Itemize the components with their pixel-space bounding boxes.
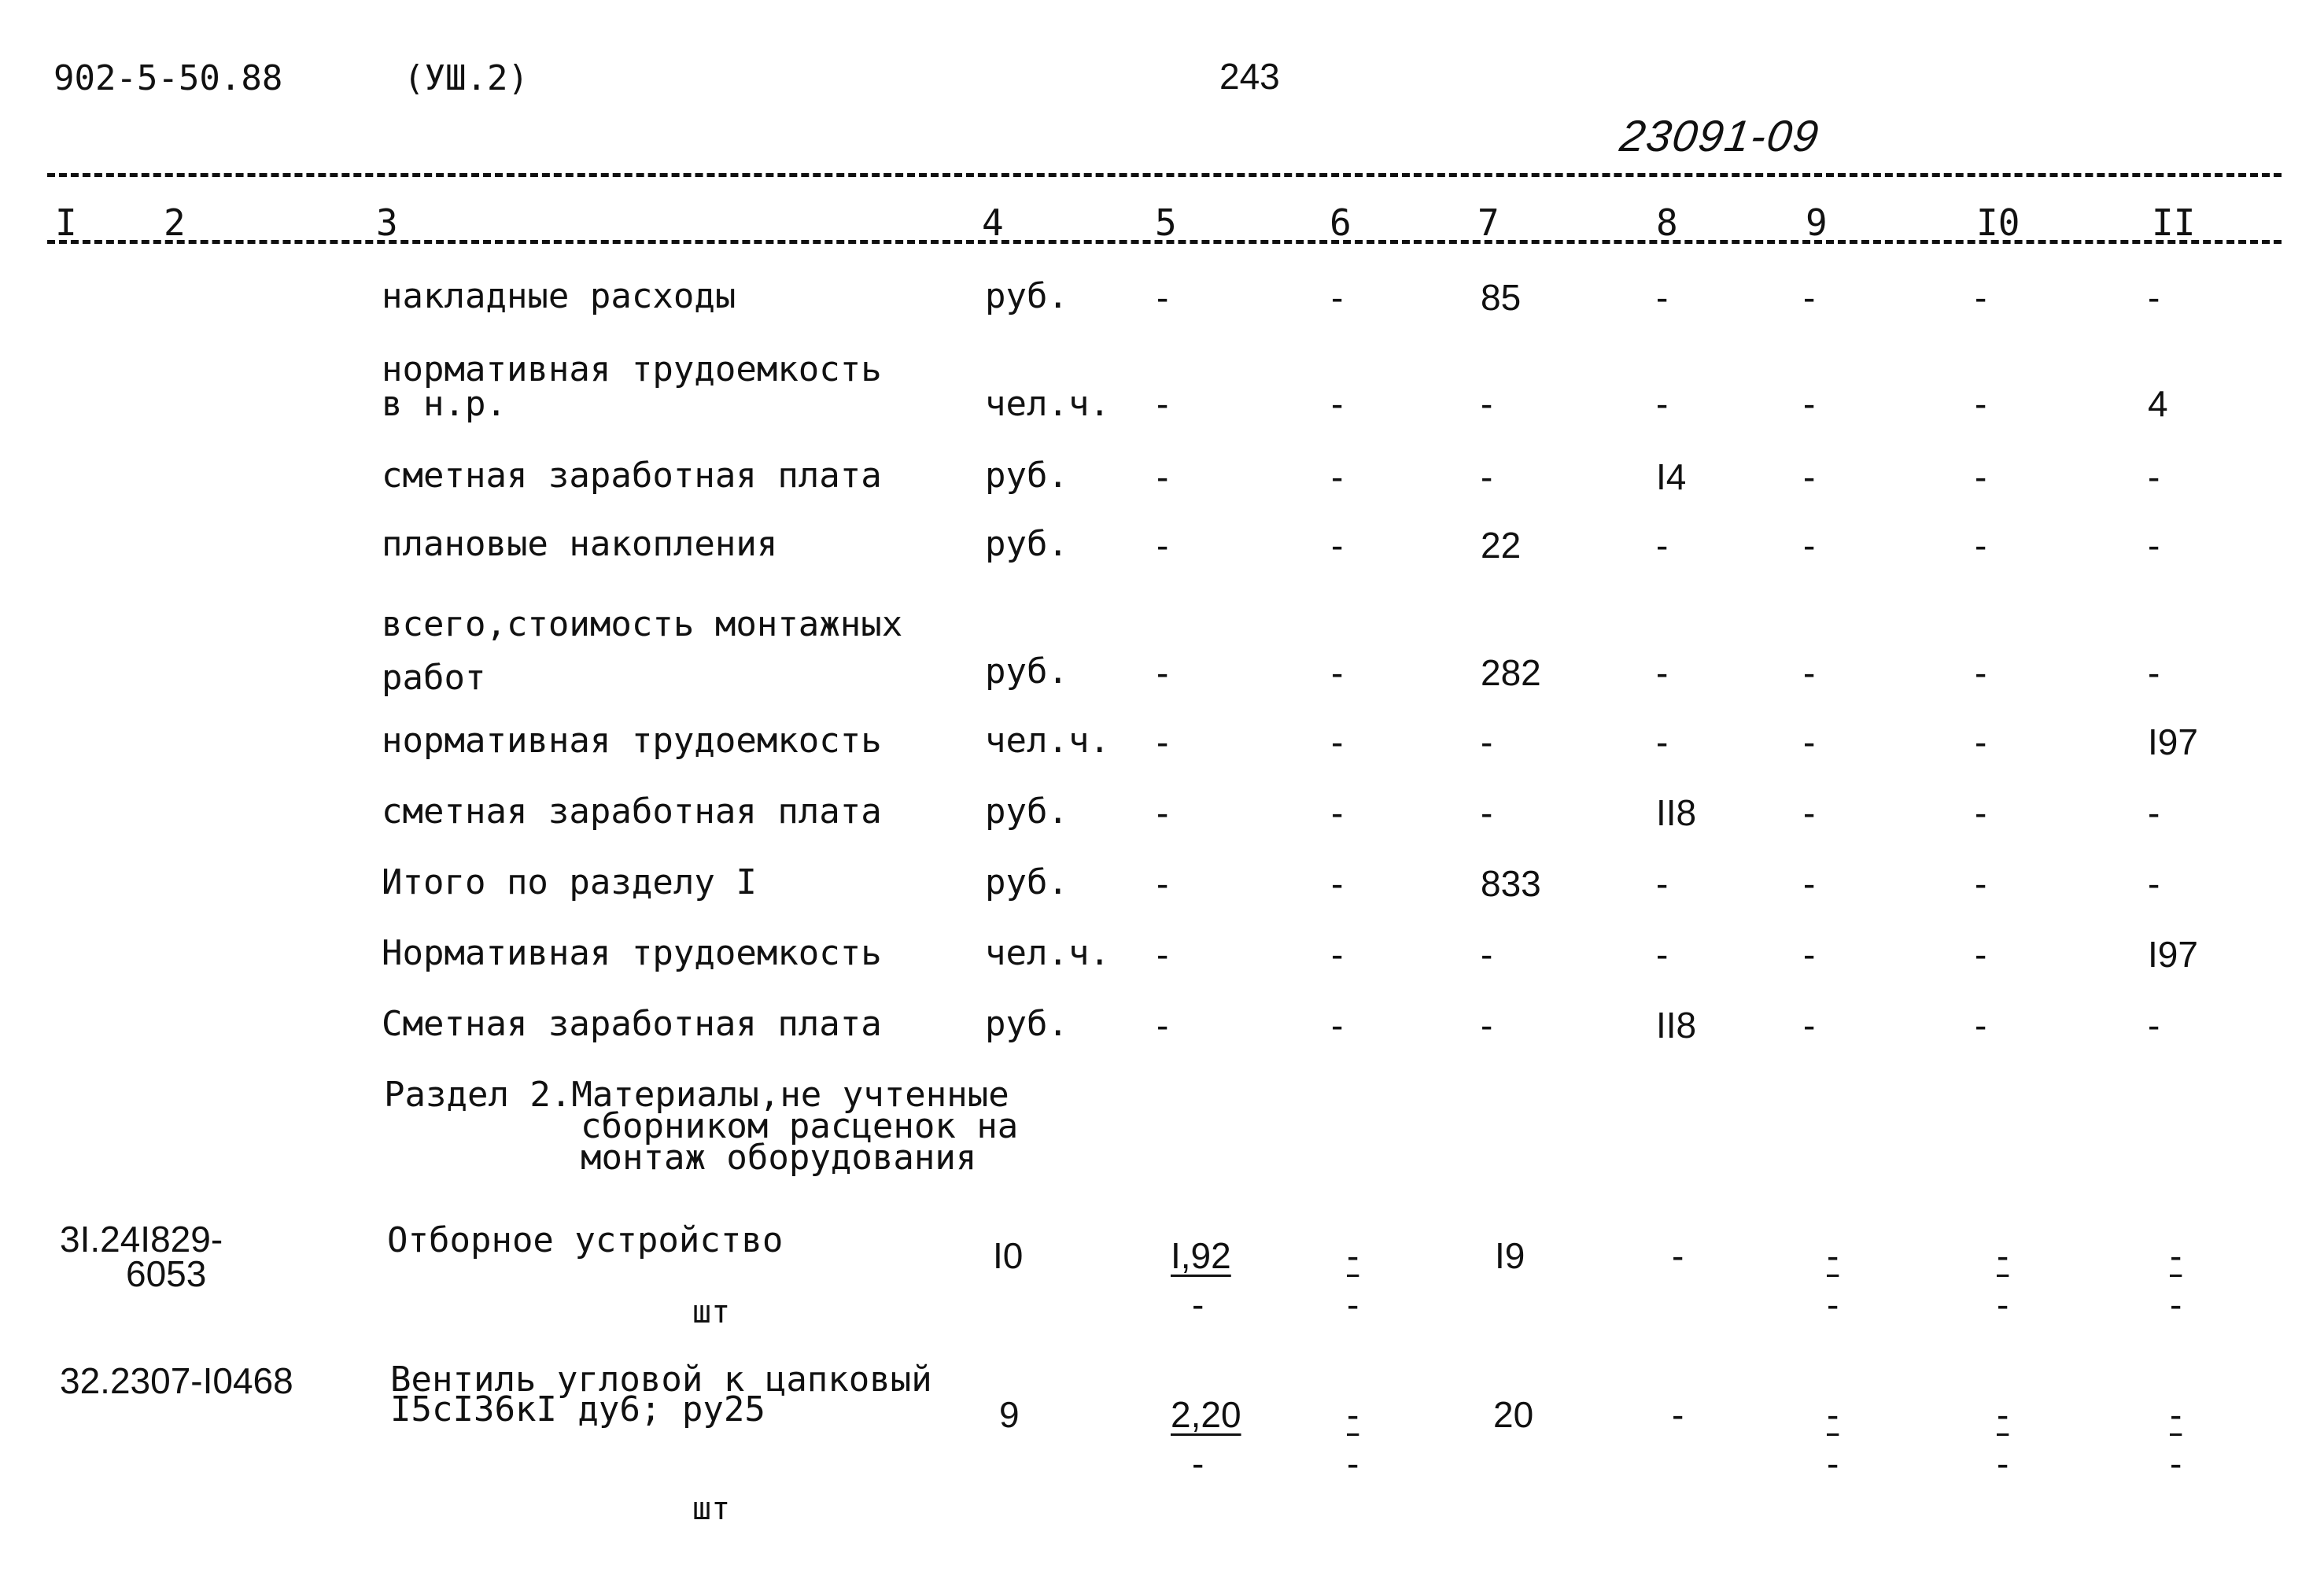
item-name: Вентиль угловой к цапковый	[390, 1359, 932, 1400]
cell-col10: -	[1975, 1005, 1987, 1046]
row-label: нормативная трудоемкость	[382, 721, 882, 761]
row-label: плановые накопления	[382, 524, 778, 564]
item-price-top: 2,20	[1171, 1394, 1241, 1435]
cell-col7: 85	[1481, 277, 1522, 318]
cell-col11: -	[2148, 456, 2160, 497]
item-col6-bottom: -	[1347, 1443, 1359, 1484]
cell-col9: -	[1803, 383, 1816, 424]
item-col10-bottom: -	[1997, 1443, 2009, 1484]
column-number-1: I	[55, 201, 77, 244]
item-col7: 20	[1493, 1394, 1534, 1435]
column-number-10: I0	[1976, 201, 2020, 244]
item-col6-top: -	[1347, 1235, 1359, 1276]
section-heading-line: монтаж оборудования	[581, 1138, 977, 1178]
cell-col8: -	[1656, 721, 1669, 762]
cell-col8: -	[1656, 277, 1669, 318]
cell-col10: -	[1975, 792, 1987, 833]
column-number-11: II	[2152, 201, 2196, 244]
cell-col9: -	[1803, 652, 1816, 693]
row-label: накладные расходы	[382, 276, 736, 316]
cell-col5: -	[1156, 721, 1169, 762]
item-col8: -	[1672, 1235, 1684, 1276]
cell-col10: -	[1975, 863, 1987, 904]
cell-col7: -	[1481, 934, 1493, 975]
cell-col8: II8	[1656, 1005, 1697, 1046]
cell-col11: -	[2148, 277, 2160, 318]
cell-col10: -	[1975, 525, 1987, 566]
cell-col8: -	[1656, 525, 1669, 566]
row-label: сметная заработная плата	[382, 456, 882, 496]
item-col8: -	[1672, 1394, 1684, 1435]
cell-col6: -	[1331, 1005, 1344, 1046]
cell-col11: -	[2148, 863, 2160, 904]
cell-col5: -	[1156, 456, 1169, 497]
cell-col11: -	[2148, 1005, 2160, 1046]
item-col10-top: -	[1997, 1394, 2009, 1435]
cell-col8: -	[1656, 652, 1669, 693]
cell-col6: -	[1331, 721, 1344, 762]
cell-col11: I97	[2148, 721, 2198, 762]
column-number-3: 3	[376, 201, 398, 244]
item-col6-bottom: -	[1347, 1284, 1359, 1325]
item-price-bottom: -	[1192, 1443, 1204, 1484]
row-label: Нормативная трудоемкость	[382, 933, 882, 973]
item-price-bottom: -	[1192, 1284, 1204, 1325]
cell-col7: -	[1481, 792, 1493, 833]
item-col10-top: -	[1997, 1235, 2009, 1276]
cell-col9: -	[1803, 863, 1816, 904]
cell-col11: -	[2148, 525, 2160, 566]
item-name-detail: I5cI36кI ду6; ру25	[390, 1389, 765, 1430]
cell-col5: -	[1156, 383, 1169, 424]
item-code-line: 32.2307-I0468	[60, 1360, 293, 1401]
row-label: всего,стоимость монтажных работ	[382, 604, 903, 698]
column-number-4: 4	[982, 201, 1004, 244]
cell-col5: -	[1156, 792, 1169, 833]
item-quantity: I0	[993, 1235, 1024, 1276]
item-col10-bottom: -	[1997, 1284, 2009, 1325]
item-col9-top: -	[1827, 1394, 1839, 1435]
item-col7: I9	[1495, 1235, 1525, 1276]
column-number-9: 9	[1806, 201, 1828, 244]
row-unit: руб.	[985, 651, 1068, 692]
cell-col9: -	[1803, 277, 1816, 318]
column-number-2: 2	[164, 201, 186, 244]
document-code: 902-5-50.88	[53, 58, 283, 98]
row-unit: руб.	[985, 791, 1068, 832]
item-col11-top: -	[2170, 1235, 2182, 1276]
cell-col7: -	[1481, 383, 1493, 424]
row-unit: руб.	[985, 276, 1068, 316]
cell-col8: -	[1656, 934, 1669, 975]
cell-col10: -	[1975, 456, 1987, 497]
cell-col11: I97	[2148, 934, 2198, 975]
cell-col9: -	[1803, 456, 1816, 497]
cell-col9: -	[1803, 525, 1816, 566]
column-number-8: 8	[1656, 201, 1678, 244]
row-unit: чел.ч.	[985, 933, 1110, 973]
row-unit: руб.	[985, 1004, 1068, 1044]
cell-col7: -	[1481, 456, 1493, 497]
cell-col10: -	[1975, 383, 1987, 424]
cell-col6: -	[1331, 934, 1344, 975]
cell-col5: -	[1156, 525, 1169, 566]
item-price-top: I,92	[1171, 1235, 1231, 1276]
item-col6-top: -	[1347, 1394, 1359, 1435]
column-number-6: 6	[1330, 201, 1352, 244]
item-col9-bottom: -	[1827, 1443, 1839, 1484]
row-unit: чел.ч.	[985, 384, 1110, 424]
cell-col6: -	[1331, 652, 1344, 693]
cell-col10: -	[1975, 652, 1987, 693]
cell-col7: 22	[1481, 525, 1522, 566]
item-unit: шт	[692, 1491, 731, 1527]
row-unit: руб.	[985, 456, 1068, 496]
item-col9-bottom: -	[1827, 1284, 1839, 1325]
cell-col10: -	[1975, 721, 1987, 762]
row-label: нормативная трудоемкость в н.р.	[382, 349, 882, 424]
archive-stamp: 23091-09	[1617, 111, 1824, 160]
page-number: 243	[1219, 56, 1280, 97]
column-number-5: 5	[1155, 201, 1177, 244]
cell-col10: -	[1975, 277, 1987, 318]
cell-col5: -	[1156, 652, 1169, 693]
header-divider-top	[47, 173, 2282, 177]
column-number-7: 7	[1477, 201, 1500, 244]
row-label: Сметная заработная плата	[382, 1004, 882, 1044]
row-unit: руб.	[985, 862, 1068, 902]
item-code-line: 3I.24I829-	[60, 1219, 223, 1260]
cell-col8: II8	[1656, 792, 1697, 833]
cell-col8: -	[1656, 383, 1669, 424]
cell-col7: 282	[1481, 652, 1541, 693]
cell-col5: -	[1156, 277, 1169, 318]
cell-col6: -	[1331, 277, 1344, 318]
item-col11-bottom: -	[2170, 1284, 2182, 1325]
cell-col9: -	[1803, 721, 1816, 762]
section-heading-line: Раздел 2.Материалы,не учтенные	[384, 1075, 1009, 1115]
cell-col6: -	[1331, 525, 1344, 566]
cell-col5: -	[1156, 863, 1169, 904]
cell-col7: -	[1481, 1005, 1493, 1046]
row-label: Итого по разделу I	[382, 862, 757, 902]
item-col11-bottom: -	[2170, 1443, 2182, 1484]
item-unit: шт	[692, 1294, 731, 1330]
cell-col6: -	[1331, 456, 1344, 497]
row-unit: руб.	[985, 524, 1068, 564]
cell-col8: I4	[1656, 456, 1687, 497]
cell-col5: -	[1156, 934, 1169, 975]
cell-col7: 833	[1481, 863, 1541, 904]
section-2-heading	[384, 1075, 1019, 1178]
section-code: (УШ.2)	[404, 58, 529, 98]
cell-col7: -	[1481, 721, 1493, 762]
item-code-line: 6053	[126, 1253, 207, 1294]
cell-col11: 4	[2148, 383, 2168, 424]
section-heading-line: сборником расценок на	[581, 1106, 1019, 1146]
cell-col8: -	[1656, 863, 1669, 904]
item-col11-top: -	[2170, 1394, 2182, 1435]
cell-col11: -	[2148, 792, 2160, 833]
cell-col10: -	[1975, 934, 1987, 975]
row-unit: чел.ч.	[985, 721, 1110, 761]
header-divider-bottom	[47, 240, 2282, 244]
cell-col9: -	[1803, 1005, 1816, 1046]
cell-col9: -	[1803, 934, 1816, 975]
item-name: Отборное устройство	[387, 1220, 784, 1260]
cell-col6: -	[1331, 863, 1344, 904]
cell-col11: -	[2148, 652, 2160, 693]
row-label: сметная заработная плата	[382, 791, 882, 832]
cell-col9: -	[1803, 792, 1816, 833]
cell-col6: -	[1331, 383, 1344, 424]
item-col9-top: -	[1827, 1235, 1839, 1276]
cell-col6: -	[1331, 792, 1344, 833]
item-quantity: 9	[999, 1394, 1020, 1435]
cell-col5: -	[1156, 1005, 1169, 1046]
